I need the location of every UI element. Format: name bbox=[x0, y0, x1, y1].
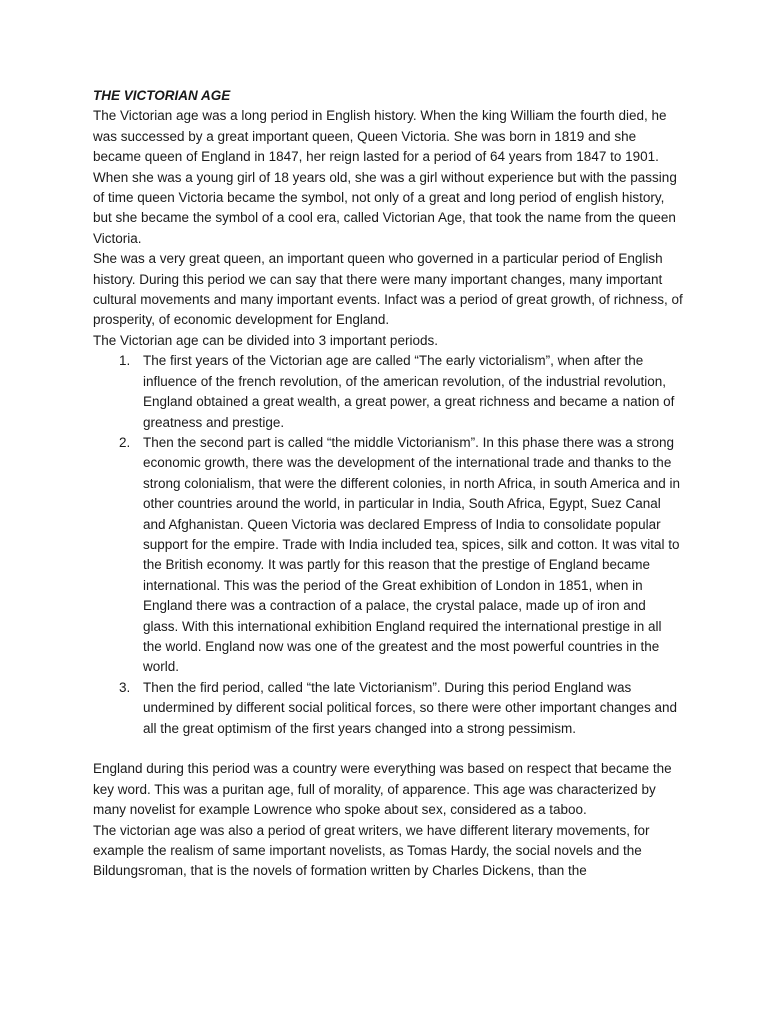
list-item-number: 1. bbox=[119, 353, 131, 369]
paragraph-spacer bbox=[93, 739, 683, 759]
closing-paragraph-2: The victorian age was also a period of great writers, we have different literary movements, for example the realism of same important novelists, as Tomas Hardy, the social novels and the Bildungsroman, that is the novels of formation written by Charles Dickens, than the bbox=[93, 822, 650, 879]
list-item bbox=[93, 351, 683, 433]
intro-paragraph-1: The Victorian age was a long period in English history. When the king William the fourth died, he was successed by a great important queen, Queen Victoria. She was born in 1819 and she became queen of England in 1847, her reign lasted for a period of 64 years from 1847 to 1901. When she was a young girl of 18 years old, she was a girl without experience but with the passing of time queen Victoria became the symbol, not only of a great and long period of english history, but she became the symbol of a cool era, called Victorian Age, that took the name from the queen Victoria. bbox=[93, 108, 677, 246]
list-item bbox=[93, 433, 683, 678]
intro-paragraph-3: The Victorian age can be divided into 3 important periods. bbox=[93, 332, 438, 348]
list-item-text: Then the second part is called “the middle Victorianism”. In this phase there was a strong economic growth, there was the development of the international trade and thanks to the strong colonialism, that were the different colonies, in north Africa, in south America and in other countries around the world, in particular in India, South Africa, Egypt, Suez Canal and Afghanistan. Queen Victoria was declared Empress of India to consolidate popular support for the empire. Trade with India included tea, spices, silk and cotton. It was vital to the British economy. It was partly for this reason that the prestige of England became international. This was the period of the Great exhibition of London in 1851, when in England there was a contraction of a palace, the crystal palace, made up of iron and glass. With this international exhibition England required the international prestige in all the world. England now was one of the greatest and the most powerful countries in the world. bbox=[143, 434, 681, 675]
list-item-text: Then the fird period, called “the late Victorianism”. During this period England was undermined by different social political forces, so there were other important changes and all the great optimism of the first years changed into a strong pessimism. bbox=[143, 679, 678, 736]
periods-list bbox=[93, 351, 683, 739]
list-item bbox=[93, 678, 683, 739]
intro-paragraph-2: She was a very great queen, an important queen who governed in a particular period of English history. During this period we can say that there were many important changes, many important cultural movements and many important events. Infact was a period of great growth, of richness, of prosperity, of economic development for England. bbox=[93, 251, 683, 328]
list-item-number: 2. bbox=[119, 434, 131, 450]
list-item-number: 3. bbox=[119, 679, 131, 695]
document-title: THE VICTORIAN AGE bbox=[93, 88, 231, 103]
closing-paragraph-1: England during this period was a country were everything was based on respect that became the key word. This was a puritan age, full of morality, of apparence. This age was characterized by many novelist for example Lowrence who spoke about sex, considered as a taboo. bbox=[93, 761, 672, 818]
list-item-text: The first years of the Victorian age are called “The early victorialism”, when after the influence of the french revolution, of the american revolution, of the industrial revolution, England obtained a great wealth, a great power, a great richness and became a nation of greatness and prestige. bbox=[143, 353, 675, 430]
document-page bbox=[93, 86, 683, 882]
